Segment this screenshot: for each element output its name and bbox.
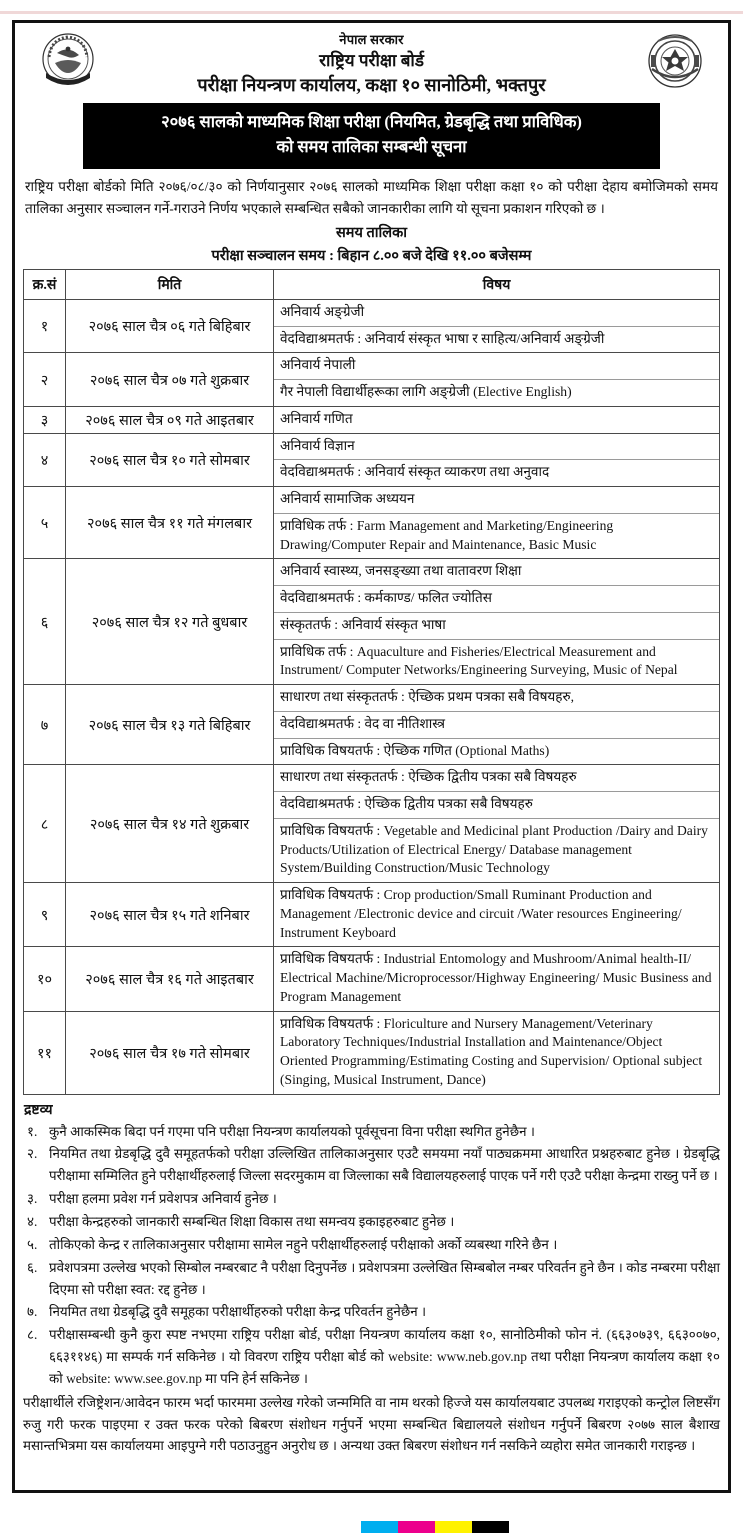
- note-text: नियमित तथा ग्रेडबृद्धि दुवै समूहका परीक्षार्थीहरुको परीक्षा केन्द्र परिवर्तन हुनेछैन ।: [49, 1304, 427, 1320]
- row-serial-number: ११: [24, 1011, 66, 1094]
- subject-line: वेदविद्याश्रमतर्फ : कर्मकाण्ड/ फलित ज्योतिस: [274, 586, 719, 613]
- note-text: परीक्षासम्बन्धी कुनै कुरा स्पष्ट नभएमा राष्ट्रिय परीक्षा बोर्ड, परीक्षा नियन्त्रण कार्यालय कक्षा १०, सानोठिमीको फोन नं. (६६३०७३९, ६६३००७०, ६६३११४६) मा सम्पर्क गर्न सकिनेछ । यो विवरण राष्ट्रिय परीक्षा बोर्ड को website: www.neb.gov.np तथा परीक्षा नियन्त्रण कार्यालय कक्षा १० को website: www.see.gov.np मा पनि हेर्न सकिनेछ ।: [49, 1327, 720, 1386]
- subject-line: वेदविद्याश्रमतर्फ : अनिवार्य संस्कृत भाषा र साहित्य/अनिवार्य अङ्ग्रेजी: [280, 330, 605, 346]
- subject-line: अनिवार्य अङ्ग्रेजी: [274, 300, 719, 327]
- note-item: [23, 1143, 720, 1187]
- row-subject-cell: [274, 1011, 720, 1094]
- nepal-government-emblem-icon: [37, 29, 99, 95]
- table-header-row: [24, 269, 720, 299]
- row-serial-number: १०: [24, 947, 66, 1011]
- subject-line: अनिवार्य विज्ञान: [274, 434, 719, 461]
- note-number: ८.: [27, 1327, 38, 1343]
- row-exam-date: २०७६ साल चैत्र १३ गते बिहिबार: [66, 685, 274, 765]
- exam-time-line: परीक्षा सञ्चालन समय : बिहान ८.०० बजे देखि ११.०० बजेसम्म: [211, 247, 532, 264]
- row-serial-number: ९: [24, 883, 66, 947]
- note-number: ७.: [27, 1304, 38, 1320]
- note-item: [23, 1188, 720, 1210]
- table-row: [24, 765, 720, 883]
- subject-line: वेदविद्याश्रमतर्फ : वेद वा नीतिशास्त्र: [274, 712, 719, 739]
- table-row: [24, 299, 720, 353]
- subject-line: साधारण तथा संस्कृततर्फ : ऐच्छिक द्वितीय पत्रका सबै विषयहरु: [274, 765, 719, 792]
- column-header-date: मिति: [66, 269, 274, 299]
- office-name: परीक्षा नियन्त्रण कार्यालय, कक्षा १० सानोठिमी, भक्तपुर: [197, 75, 546, 96]
- table-row: [24, 883, 720, 947]
- table-row: [24, 487, 720, 559]
- row-serial-number: ५: [24, 487, 66, 559]
- subject-line: अनिवार्य सामाजिक अध्ययन: [274, 487, 719, 514]
- row-serial-number: ८: [24, 765, 66, 883]
- row-subject-cell: [274, 765, 720, 883]
- notes-heading: द्रष्टव्य: [24, 1102, 53, 1118]
- note-text: परीक्षा केन्द्रहरुको जानकारी सम्बन्धित शिक्षा विकास तथा समन्वय इकाइहरुबाट हुनेछ ।: [49, 1214, 455, 1229]
- row-exam-date: २०७६ साल चैत्र ११ गते मंगलबार: [66, 487, 274, 559]
- row-subject-cell: [274, 487, 720, 559]
- notice-page: [12, 20, 731, 1493]
- cmyk-swatch: [435, 1521, 472, 1533]
- row-subject-cell: [274, 299, 720, 353]
- notice-banner: [83, 103, 660, 169]
- subject-line: प्राविधिक तर्फ : Aquaculture and Fisheries/Electrical Measurement and Instrument/ Computer Networks/Engineering Surveying, Music of Nepal: [280, 643, 678, 678]
- subject-line: प्राविधिक विषयतर्फ : Floriculture and Nursery Management/Veterinary Laboratory Techniques/Industrial Installation and Maintenance/Object Oriented Programming/Estimating Costing and Supervision/ Optional subject (Singing, Musical Instrument, Dance): [280, 1015, 703, 1087]
- banner-line-1: २०७६ सालको माध्यमिक शिक्षा परीक्षा (नियमित, ग्रेडबृद्धि तथा प्राविधिक): [161, 112, 582, 132]
- subject-line: संस्कृततर्फ : अनिवार्य संस्कृत भाषा: [274, 613, 719, 640]
- note-item: [23, 1211, 720, 1233]
- table-row: [24, 353, 720, 407]
- column-header-serial: क्र.सं: [24, 269, 66, 299]
- note-number: ४.: [27, 1214, 38, 1229]
- note-item: [23, 1301, 720, 1323]
- cmyk-swatch: [361, 1521, 398, 1533]
- row-exam-date: २०७६ साल चैत्र १७ गते सोमबार: [66, 1011, 274, 1094]
- table-row: [24, 947, 720, 1011]
- row-serial-number: ४: [24, 433, 66, 487]
- banner-line-2: को समय तालिका सम्बन्धी सूचना: [276, 137, 467, 157]
- note-text: परीक्षा हलमा प्रवेश गर्न प्रवेशपत्र अनिवार्य हुनेछ ।: [49, 1191, 277, 1207]
- note-item: [23, 1121, 720, 1143]
- subject-line: वेदविद्याश्रमतर्फ : ऐच्छिक द्वितीय पत्रका सबै विषयहरु: [274, 792, 719, 819]
- row-exam-date: २०७६ साल चैत्र ०७ गते शुक्रबार: [66, 353, 274, 407]
- note-item: [23, 1257, 720, 1301]
- cmyk-swatch: [398, 1521, 435, 1533]
- exam-schedule-table: [23, 269, 720, 1095]
- subject-line: प्राविधिक विषयतर्फ : Industrial Entomology and Mushroom/Animal health-II/ Electrical Machine/Microprocessor/Highway Engineering/ Music Business and Program Management: [280, 951, 712, 1004]
- government-name: नेपाल सरकार: [339, 32, 404, 47]
- national-examination-board-emblem-icon: [644, 29, 706, 95]
- row-serial-number: ७: [24, 685, 66, 765]
- row-serial-number: ३: [24, 406, 66, 433]
- row-exam-date: २०७६ साल चैत्र ०६ गते बिहिबार: [66, 299, 274, 353]
- row-subject-cell: [274, 947, 720, 1011]
- row-subject-cell: [274, 883, 720, 947]
- subject-line: अनिवार्य नेपाली: [274, 353, 719, 380]
- note-number: १.: [27, 1123, 38, 1139]
- row-exam-date: २०७६ साल चैत्र १४ गते शुक्रबार: [66, 765, 274, 883]
- table-row: [24, 559, 720, 685]
- table-title: समय तालिका: [335, 224, 407, 241]
- row-exam-date: २०७६ साल चैत्र ०९ गते आइतबार: [66, 406, 274, 433]
- note-number: ३.: [27, 1191, 38, 1207]
- cmyk-registration-bar: [361, 1521, 509, 1533]
- note-number: ५.: [27, 1236, 38, 1252]
- row-serial-number: १: [24, 299, 66, 353]
- notes-list: [23, 1121, 720, 1390]
- subject-line: प्राविधिक विषयतर्फ : Crop production/Small Ruminant Production and Management /Electronic device and circuit /Water resources Engineering/ Instrument Keyboard: [280, 887, 682, 940]
- note-number: ६.: [27, 1259, 38, 1275]
- note-text: नियमित तथा ग्रेडबृद्धि दुवै समूहतर्फको परीक्षा उल्लिखित तालिकाअनुसार एउटै समयमा नयाँ पाठ्यक्रममा आधारित प्रश्नहरुबाट हुनेछ । ग्रेडबृद्धि परीक्षामा सम्मिलित हुने परीक्षार्थीहरुलाई जिल्ला सदरमुकाम वा जिल्लाका सबै विद्यालयहरुलाई पाएक पर्ने गरी एउटै परीक्षा केन्द्रमा राख्नु पर्ने छ ।: [49, 1146, 720, 1184]
- row-subject-cell: [274, 406, 720, 433]
- note-number: २.: [27, 1146, 38, 1162]
- subject-line: गैर नेपाली विद्यार्थीहरूका लागि अङ्ग्रेजी (Elective English): [280, 384, 572, 400]
- subject-line: साधारण तथा संस्कृततर्फ : ऐच्छिक प्रथम पत्रका सबै विषयहरु,: [274, 685, 719, 712]
- row-serial-number: २: [24, 353, 66, 407]
- table-row: [24, 685, 720, 765]
- subject-line: अनिवार्य गणित: [280, 410, 353, 426]
- row-subject-cell: [274, 559, 720, 685]
- note-text: प्रवेशपत्रमा उल्लेख भएको सिम्बोल नम्बरबाट नै परीक्षा दिनुपर्नेछ । प्रवेशपत्रमा उल्लेखित सिम्बबोल नम्बर परिवर्तन हुने छैन । कोड नम्बरमा परीक्षा दिएमा सो परीक्षा स्वत: रद्द हुनेछ ।: [49, 1259, 720, 1297]
- row-subject-cell: [274, 433, 720, 487]
- subject-line: प्राविधिक विषयतर्फ : ऐच्छिक गणित (Optional Maths): [280, 742, 550, 758]
- row-exam-date: २०७६ साल चैत्र १२ गते बुधबार: [66, 559, 274, 685]
- row-serial-number: ६: [24, 559, 66, 685]
- column-header-subject: विषय: [274, 269, 720, 299]
- trailing-paragraph: परीक्षार्थीले रजिष्ट्रेशन/आवेदन फारम भर्दा फारममा उल्लेख गरेको जन्ममिति वा नाम थरको हिज्जे यस कार्यालयबाट उपलब्ध गराइएको कन्ट्रोल लिष्टसँग रुजु गरी फरक पाइएमा र उक्त फरक परेको बिबरण संशोधन गर्नुपर्ने भएमा सम्बन्धित बिद्यालयले संशोधन गर्नुपर्ने बिबरण २०७७ साल बैशाख मसान्तभित्रमा यस कार्यालयमा आइपुग्ने गरी पठाउनुहुन अनुरोध छ । अन्यथा उक्त बिबरण संशोधन गर्न नसकिने व्यहोरा समेत जानकारी गराइन्छ ।: [23, 1394, 720, 1454]
- cmyk-swatch: [472, 1521, 509, 1533]
- subject-line: अनिवार्य स्वास्थ्य, जनसङ्ख्या तथा वातावरण शिक्षा: [274, 559, 719, 586]
- note-item: [23, 1324, 720, 1390]
- note-item: [23, 1234, 720, 1256]
- row-exam-date: २०७६ साल चैत्र १० गते सोमबार: [66, 433, 274, 487]
- subject-line: वेदविद्याश्रमतर्फ : अनिवार्य संस्कृत व्याकरण तथा अनुवाद: [280, 464, 550, 480]
- row-subject-cell: [274, 685, 720, 765]
- subject-line: प्राविधिक तर्फ : Farm Management and Marketing/Engineering Drawing/Computer Repair and Maintenance, Basic Music: [280, 517, 614, 552]
- table-row: [24, 1011, 720, 1094]
- intro-paragraph: राष्ट्रिय परीक्षा बोर्डको मिति २०७६/०८/३० को निर्णयानुसार २०७६ सालको माध्यमिक शिक्षा परीक्षा कक्षा १० को परीक्षा देहाय बमोजिमको समय तालिका अनुसार सञ्चालन गर्ने-गराउने निर्णय भएकाले सम्बन्धित सबैको जानकारीका लागि यो सूचना प्रकाशन गरिएको छ ।: [25, 178, 718, 216]
- row-exam-date: २०७६ साल चैत्र १५ गते शनिबार: [66, 883, 274, 947]
- row-exam-date: २०७६ साल चैत्र १६ गते आइतबार: [66, 947, 274, 1011]
- top-bleed-line: [0, 11, 743, 14]
- note-text: कुनै आकस्मिक बिदा पर्न गएमा पनि परीक्षा नियन्त्रण कार्यालयको पूर्वसूचना विना परीक्षा स्थगित हुनेछैन ।: [49, 1123, 535, 1139]
- row-subject-cell: [274, 353, 720, 407]
- table-row: [24, 433, 720, 487]
- table-row: [24, 406, 720, 433]
- board-name: राष्ट्रिय परीक्षा बोर्ड: [319, 50, 424, 70]
- note-text: तोकिएको केन्द्र र तालिकाअनुसार परीक्षामा सामेल नहुने परीक्षार्थीहरुलाई परीक्षाको अर्को व्यबस्था गरिने छैन ।: [49, 1236, 558, 1252]
- subject-line: प्राविधिक विषयतर्फ : Vegetable and Medicinal plant Production /Dairy and Dairy Products/Utilization of Electrical Energy/ Database management System/Building Construction/Music Technology: [280, 822, 708, 876]
- masthead: [23, 27, 720, 169]
